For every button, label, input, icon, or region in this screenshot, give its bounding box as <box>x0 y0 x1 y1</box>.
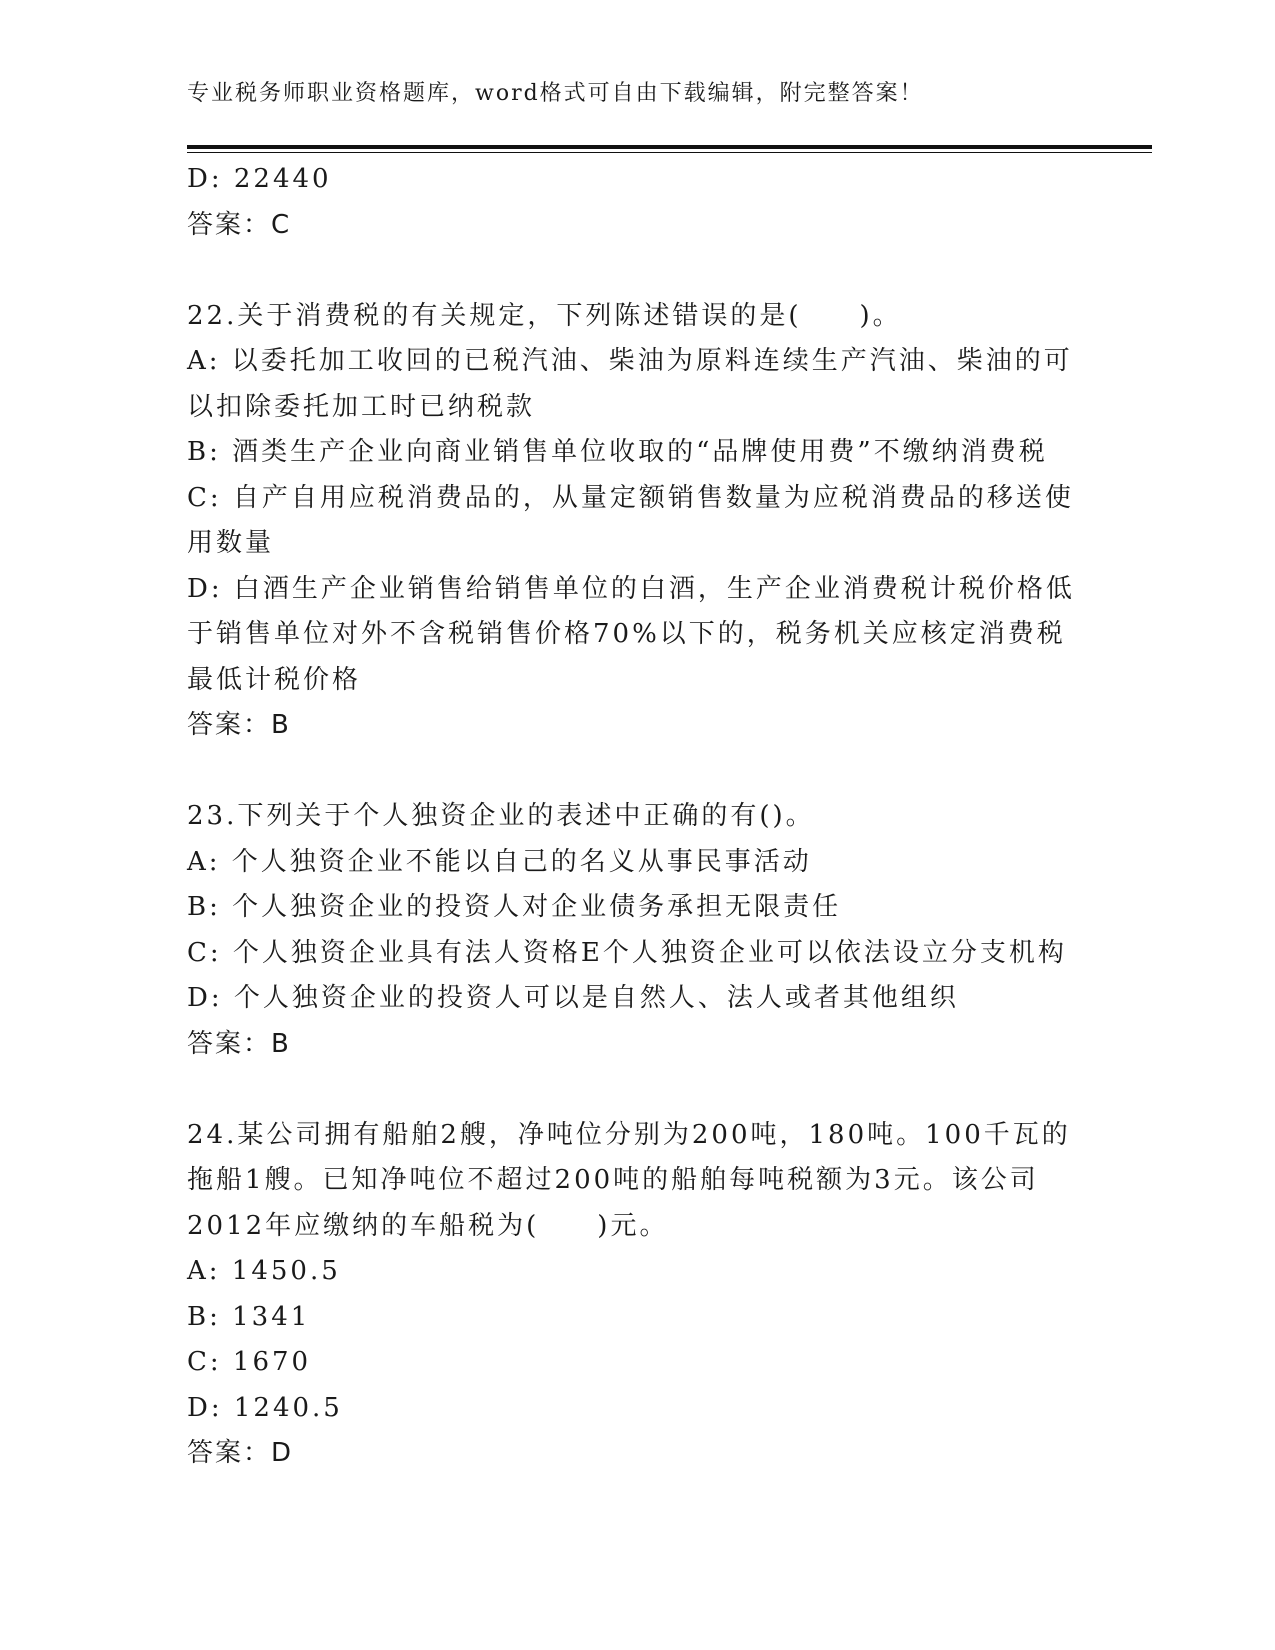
option-d: D: 1240.5 <box>187 1392 343 1423</box>
spacer <box>187 749 1087 795</box>
question-stem-continued: 拖船1艘。已知净吨位不超过200吨的船舶每吨税额为3元。该公司 <box>187 1165 1039 1195</box>
option-a: A: 1450.5 <box>187 1256 341 1286</box>
spacer <box>187 1067 1087 1113</box>
answer-line: 答案：D <box>187 1438 294 1468</box>
option-a-continued: 以扣除委托加工时已纳税款 <box>187 391 536 422</box>
previous-question-tail <box>187 157 1087 248</box>
answer-line: 答案：B <box>187 1028 291 1059</box>
option-d-continued: 于销售单位对外不含税销售价格70%以下的，税务机关应核定消费税 <box>187 619 1066 649</box>
answer-line: 答案：C <box>187 209 292 240</box>
page-header: 专业税务师职业资格题库，word格式可自由下载编辑，附完整答案！ <box>187 81 924 106</box>
option-d: D: 白酒生产企业销售给销售单位的白酒，生产企业消费税计税价格低 <box>187 573 1075 604</box>
question-stem: 24.某公司拥有船舶2艘，净吨位分别为200吨，180吨。100千瓦的 <box>187 1119 1071 1150</box>
header-rule-thin <box>187 152 1152 153</box>
answer-line: 答案：B <box>187 710 291 740</box>
option-d-continued: 最低计税价格 <box>187 664 362 695</box>
option-d: D: 个人独资企业的投资人可以是自然人、法人或者其他组织 <box>187 983 959 1013</box>
option-b: B: 个人独资企业的投资人对企业债务承担无限责任 <box>187 892 842 922</box>
document-body <box>187 157 1087 1477</box>
header-rule-thick <box>187 145 1152 149</box>
option-a: A: 以委托加工收回的已税汽油、柴油为原料连续生产汽油、柴油的可 <box>187 346 1073 376</box>
question-stem-continued: 2012年应缴纳的车船税为( )元。 <box>187 1210 669 1241</box>
option-b: B: 1341 <box>187 1301 311 1332</box>
option-c: C: 自产自用应税消费品的，从量定额销售数量为应税消费品的移送使 <box>187 482 1074 513</box>
option-c: C: 个人独资企业具有法人资格E个人独资企业可以依法设立分支机构 <box>187 937 1067 968</box>
question-stem: 22.关于消费税的有关规定，下列陈述错误的是( )。 <box>187 300 902 331</box>
question-24 <box>187 1113 1087 1477</box>
question-stem: 23.下列关于个人独资企业的表述中正确的有()。 <box>187 801 815 831</box>
spacer <box>187 248 1087 294</box>
question-23 <box>187 794 1087 1067</box>
option-c: C: 1670 <box>187 1347 312 1377</box>
option-b: B: 酒类生产企业向商业销售单位收取的“品牌使用费”不缴纳消费税 <box>187 437 1048 467</box>
option-a: A: 个人独资企业不能以自己的名义从事民事活动 <box>187 846 812 877</box>
question-22 <box>187 294 1087 749</box>
option-d: D: 22440 <box>187 164 332 194</box>
option-c-continued: 用数量 <box>187 528 275 558</box>
